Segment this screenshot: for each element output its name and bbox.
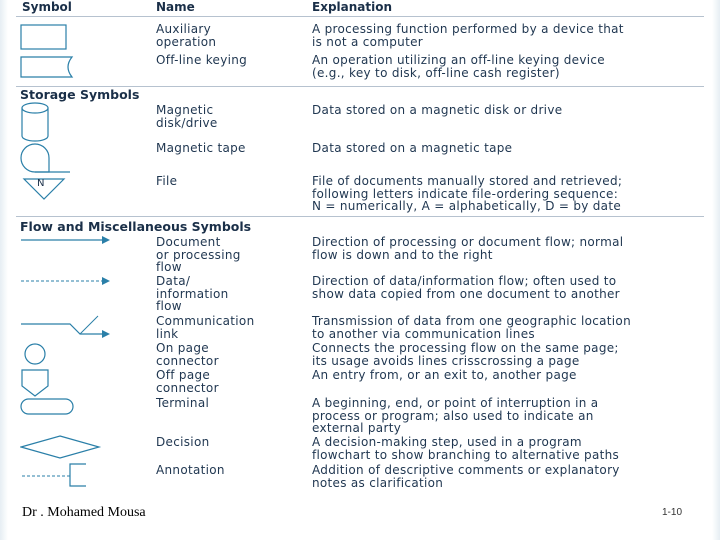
row-name: Magnetic disk/drive [156, 103, 218, 130]
row-name: Off page connector [156, 368, 219, 395]
annotation-icon [20, 462, 90, 488]
row-explanation: Direction of data/information flow; often used to show data copied from one document to another [312, 274, 620, 301]
row-name: Document or processing flow [156, 235, 241, 274]
page-number: 1-10 [662, 507, 683, 518]
row-explanation: Data stored on a magnetic disk or drive [312, 103, 563, 117]
magnetic-disk-icon [20, 102, 52, 142]
flow-divider [16, 216, 704, 217]
row-name: File [156, 174, 178, 188]
off-line-keying-symbol [20, 55, 74, 79]
off-page-connector-icon [20, 368, 52, 398]
row-name: Auxiliary operation [156, 22, 217, 49]
row-name: Communication link [156, 314, 255, 341]
row-explanation: An entry from, or an exit to, another page [312, 368, 577, 382]
file-triangle-icon [22, 177, 68, 201]
row-name: Terminal [156, 396, 210, 410]
row-explanation: A decision-making step, used in a program flowchart to show branching to alternative paths [312, 435, 620, 462]
row-name: Off-line keying [156, 53, 248, 67]
section-storage-title: Storage Symbols [20, 87, 140, 102]
row-explanation: An operation utilizing an off-line keying device (e.g., key to disk, off-line cash register) [312, 53, 605, 80]
row-explanation: Data stored on a magnetic tape [312, 141, 513, 155]
row-name: Decision [156, 435, 210, 449]
header-symbol: Symbol [22, 0, 72, 14]
left-edge [0, 0, 8, 540]
terminal-icon [20, 397, 76, 417]
header-divider [16, 16, 704, 17]
footer-author: Dr . Mohamed Mousa [22, 505, 146, 520]
communication-link-icon [20, 314, 112, 338]
row-explanation: File of documents manually stored and retrieved; following letters indicate file-ordering sequence: N = numerically, A = alphabetically, D = by date [312, 174, 623, 213]
row-explanation: Connects the processing flow on the same page; its usage avoids lines crisscrossing a page [312, 341, 619, 368]
row-explanation: Direction of processing or document flow; normal flow is down and to the right [312, 235, 624, 262]
row-explanation: Addition of descriptive comments or explanatory notes as clarification [312, 463, 620, 490]
document-flow-arrow-icon [20, 234, 112, 246]
row-name: On page connector [156, 341, 219, 368]
row-explanation: Transmission of data from one geographic location to another via communication lines [312, 314, 631, 341]
decision-diamond-icon [20, 435, 102, 459]
right-edge [712, 0, 720, 540]
header-name: Name [156, 0, 195, 14]
auxiliary-operation-symbol [20, 24, 68, 50]
row-name: Data/ information flow [156, 274, 229, 313]
on-page-connector-icon [20, 342, 52, 366]
row-explanation: A processing function performed by a device that is not a computer [312, 22, 624, 49]
file-letter: N [37, 178, 45, 189]
row-name: Magnetic tape [156, 141, 246, 155]
row-explanation: A beginning, end, or point of interruption in a process or program; also used to indicate an external party [312, 396, 599, 435]
row-name: Annotation [156, 463, 225, 477]
data-flow-arrow-icon [20, 275, 112, 287]
section-flow-title: Flow and Miscellaneous Symbols [20, 219, 252, 234]
header-explanation: Explanation [312, 0, 393, 14]
magnetic-tape-icon [18, 143, 74, 175]
